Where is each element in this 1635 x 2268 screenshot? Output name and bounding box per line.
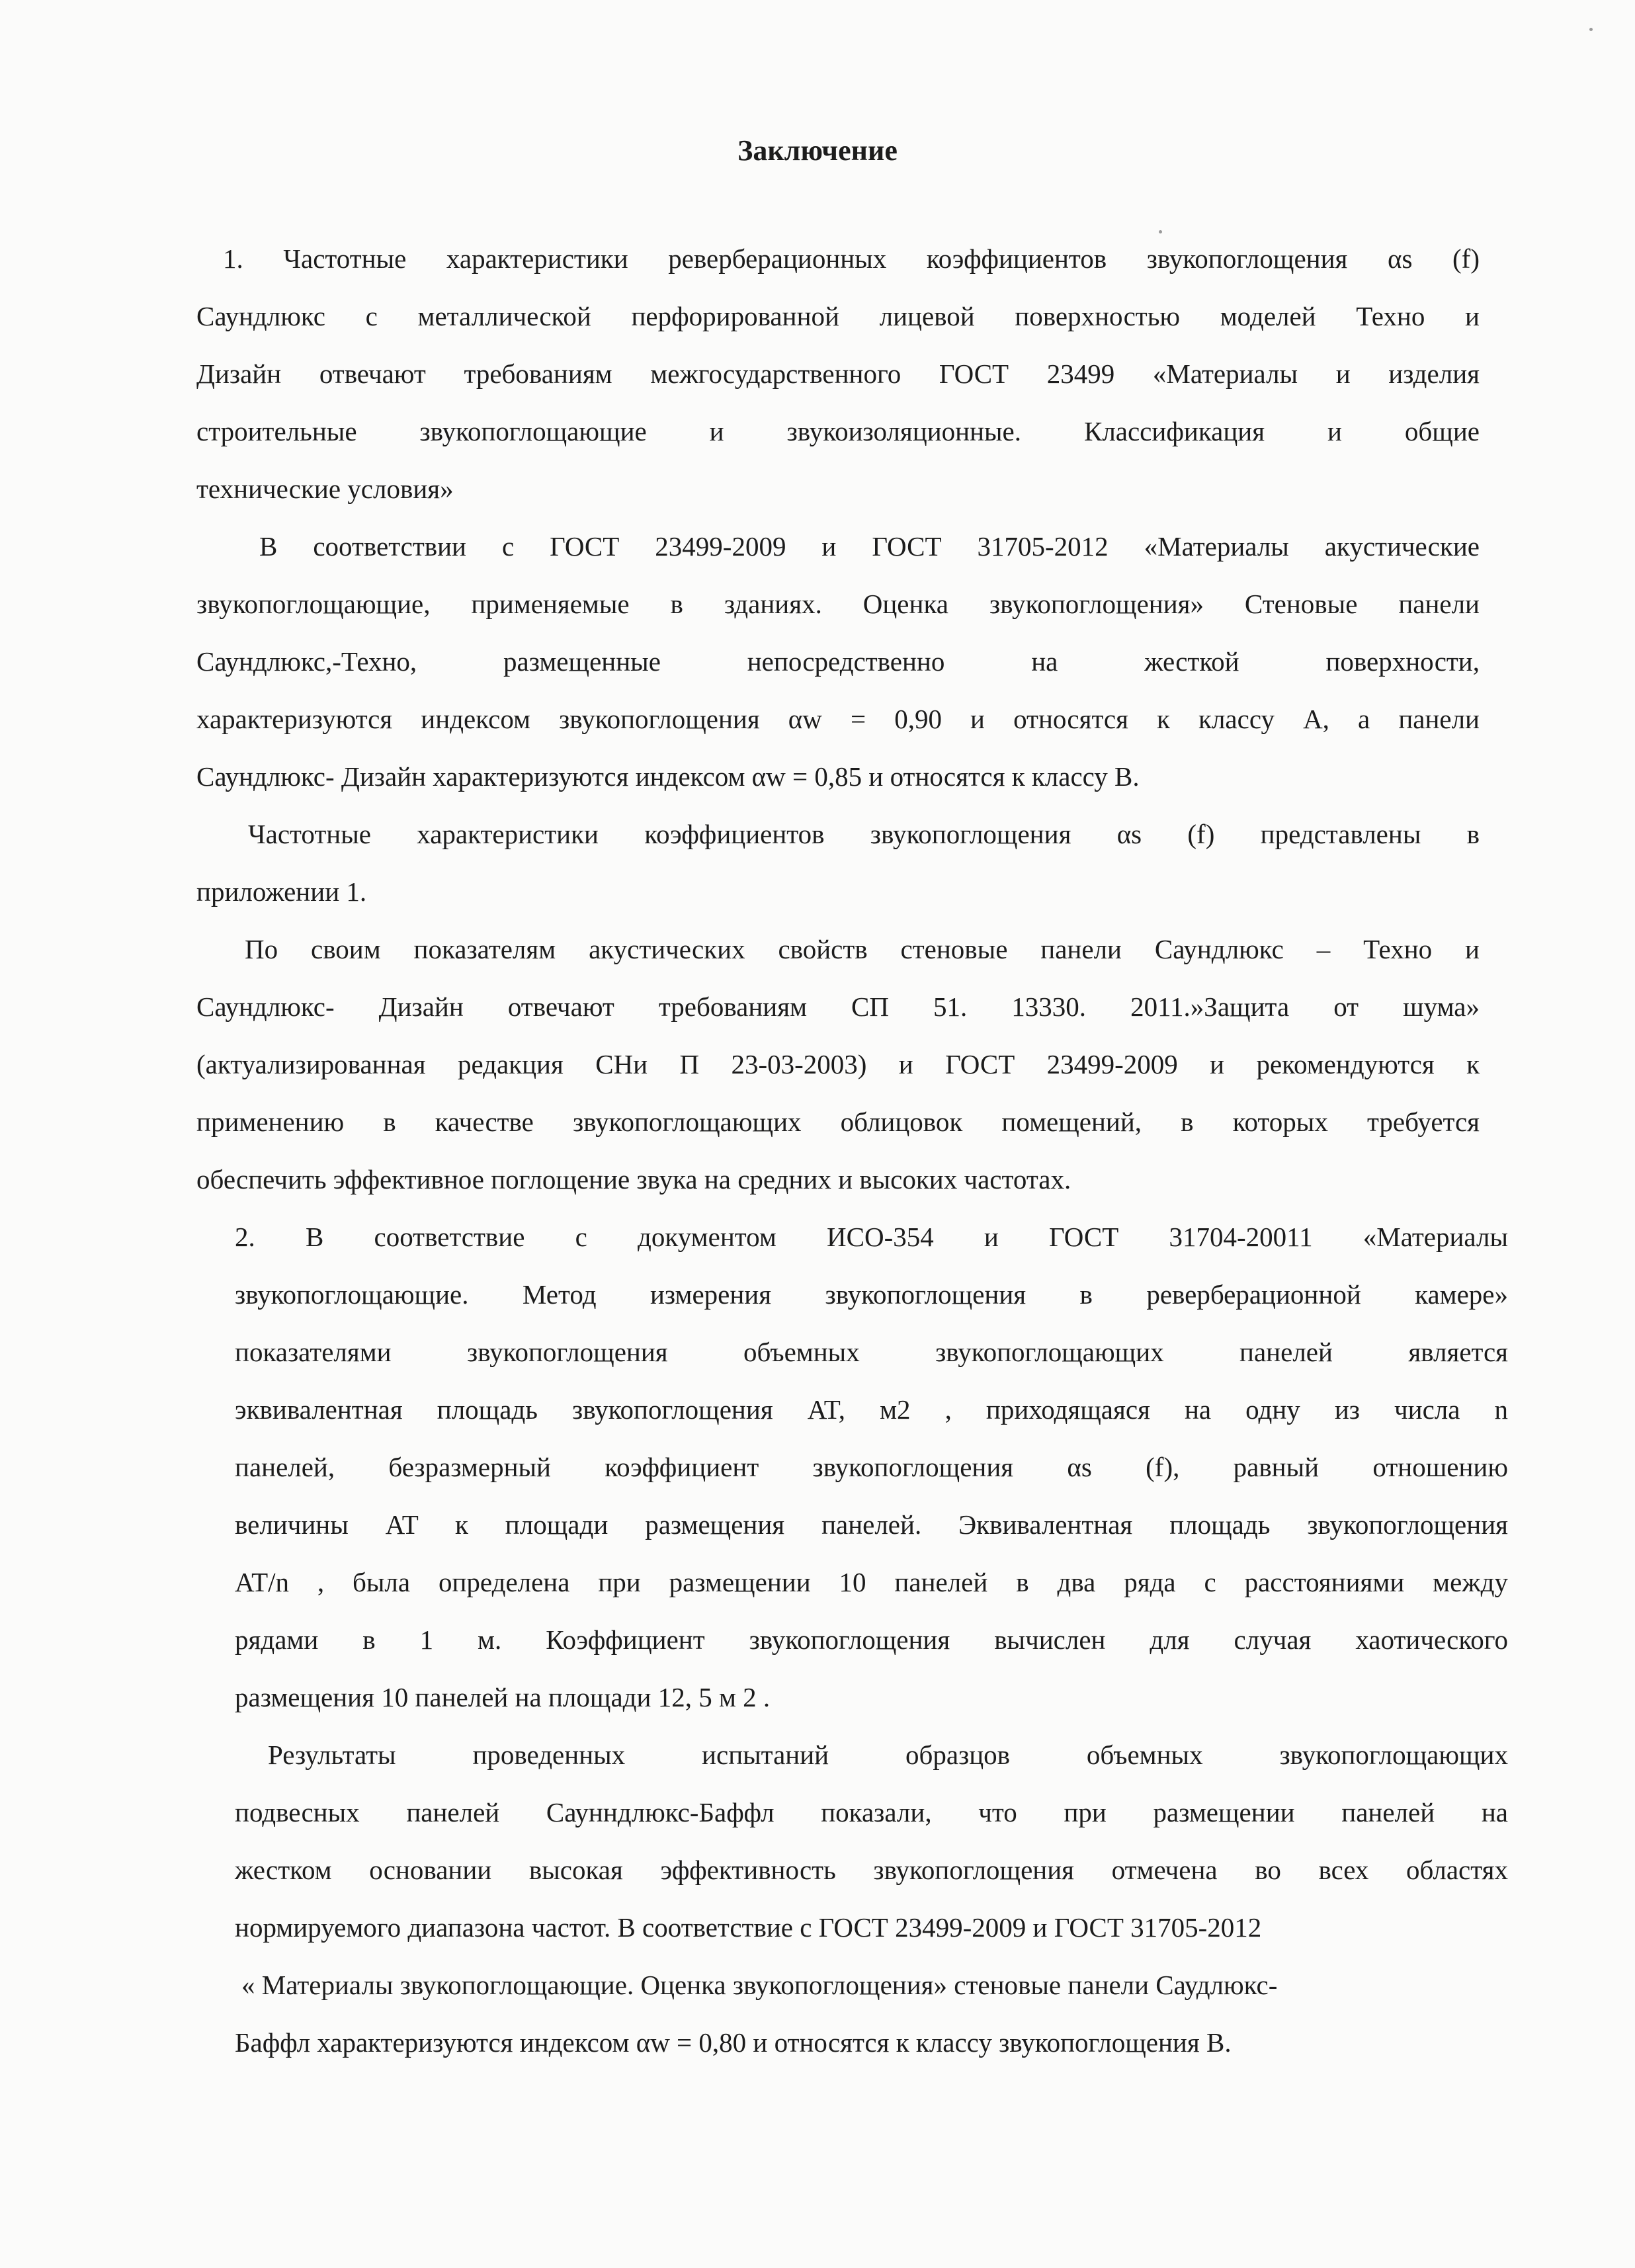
paragraph-2-line-4: характеризуются индексом звукопоглощения αw = 0,90 и относятся к классу А, а панели bbox=[196, 704, 1480, 734]
paragraph-2-line-5: Саундлюкс- Дизайн характеризуются индексом αw = 0,85 и относятся к классу В. bbox=[196, 761, 1140, 792]
paragraph-1-line-4: строительные звукопоглощающие и звукоизоляционные. Классификация и общие bbox=[196, 416, 1480, 446]
paragraph-4-line-3: (актуализированная редакция СНи П 23-03-2003) и ГОСТ 23499-2009 и рекомендуются к bbox=[196, 1049, 1480, 1079]
paragraph-2-line-1: В соответствии с ГОСТ 23499-2009 и ГОСТ 31705-2012 «Материалы акустические bbox=[259, 531, 1480, 562]
paragraph-5-line-9: размещения 10 панелей на площади 12, 5 м 2 . bbox=[235, 1682, 771, 1712]
paragraph-1 bbox=[196, 230, 1480, 518]
paragraph-1-line-1: 1. Частотные характеристики реверберационных коэффициентов звукопоглощения αs (f) bbox=[223, 243, 1480, 274]
paragraph-5 bbox=[235, 1208, 1508, 1726]
paragraph-5-line-4: эквивалентная площадь звукопоглощения AT, м2 , приходящаяся на одну из числа n bbox=[235, 1394, 1508, 1425]
paragraph-6 bbox=[235, 1726, 1508, 2072]
paragraph-3 bbox=[196, 806, 1480, 921]
paragraph-1-line-2: Саундлюкс с металлической перфорированной лицевой поверхностью моделей Техно и bbox=[196, 301, 1480, 331]
paragraph-4 bbox=[196, 921, 1480, 1208]
paragraph-3-line-2: приложении 1. bbox=[196, 876, 367, 907]
paragraph-6-line-4: нормируемого диапазона частот. В соответствие с ГОСТ 23499-2009 и ГОСТ 31705-2012 bbox=[235, 1912, 1262, 1943]
paragraph-4-line-2: Саундлюкс- Дизайн отвечают требованиям СП 51. 13330. 2011.»Защита от шума» bbox=[196, 991, 1480, 1022]
paragraph-5-line-1: 2. В соответствие с документом ИСО-354 и ГОСТ 31704-20011 «Материалы bbox=[235, 1222, 1508, 1252]
paragraph-3-line-1: Частотные характеристики коэффициентов звукопоглощения αs (f) представлены в bbox=[248, 819, 1480, 849]
paragraph-4-line-1: По своим показателям акустических свойств стеновые панели Саундлюкс – Техно и bbox=[245, 934, 1480, 964]
paragraph-6-line-6: Баффл характеризуются индексом αw = 0,80 и относятся к классу звукопоглощения В. bbox=[235, 2027, 1232, 2058]
paragraph-2-line-3: Саундлюкс,-Техно, размещенные непосредственно на жесткой поверхности, bbox=[196, 646, 1480, 677]
paragraph-6-line-5: « Материалы звукопоглощающие. Оценка звукопоглощения» стеновые панели Саудлюкс- bbox=[241, 1970, 1278, 2000]
scan-speck bbox=[1589, 28, 1593, 31]
paragraph-5-line-3: показателями звукопоглощения объемных звукопоглощающих панелей является bbox=[235, 1337, 1508, 1367]
paragraph-4-line-5: обеспечить эффективное поглощение звука на средних и высоких частотах. bbox=[196, 1164, 1071, 1195]
paragraph-5-line-6: величины AT к площади размещения панелей. Эквивалентная площадь звукопоглощения bbox=[235, 1509, 1508, 1540]
paragraph-6-line-3: жестком основании высокая эффективность звукопоглощения отмечена во всех областях bbox=[235, 1855, 1508, 1885]
paragraph-5-line-8: рядами в 1 м. Коэффициент звукопоглощения вычислен для случая хаотического bbox=[235, 1624, 1508, 1655]
paragraph-5-line-5: панелей, безразмерный коэффициент звукопоглощения αs (f), равный отношению bbox=[235, 1452, 1508, 1482]
paragraph-2-line-2: звукопоглощающие, применяемые в зданиях. Оценка звукопоглощения» Стеновые панели bbox=[196, 589, 1480, 619]
paragraph-6-line-1: Результаты проведенных испытаний образцов объемных звукопоглощающих bbox=[268, 1740, 1508, 1770]
paragraph-2 bbox=[196, 518, 1480, 806]
document-title: Заключение bbox=[737, 134, 898, 167]
paragraph-5-line-2: звукопоглощающие. Метод измерения звукопоглощения в реверберационной камере» bbox=[235, 1279, 1508, 1310]
paragraph-5-line-7: AT/n , была определена при размещении 10 панелей в два ряда с расстояниями между bbox=[235, 1567, 1508, 1597]
paragraph-4-line-4: применению в качестве звукопоглощающих облицовок помещений, в которых требуется bbox=[196, 1107, 1480, 1137]
scan-speck bbox=[1159, 230, 1162, 233]
paragraph-1-line-5: технические условия» bbox=[196, 474, 454, 504]
paragraph-1-line-3: Дизайн отвечают требованиям межгосударственного ГОСТ 23499 «Материалы и изделия bbox=[196, 358, 1480, 389]
paragraph-6-line-2: подвесных панелей Саунндлюкс-Баффл показали, что при размещении панелей на bbox=[235, 1797, 1508, 1827]
